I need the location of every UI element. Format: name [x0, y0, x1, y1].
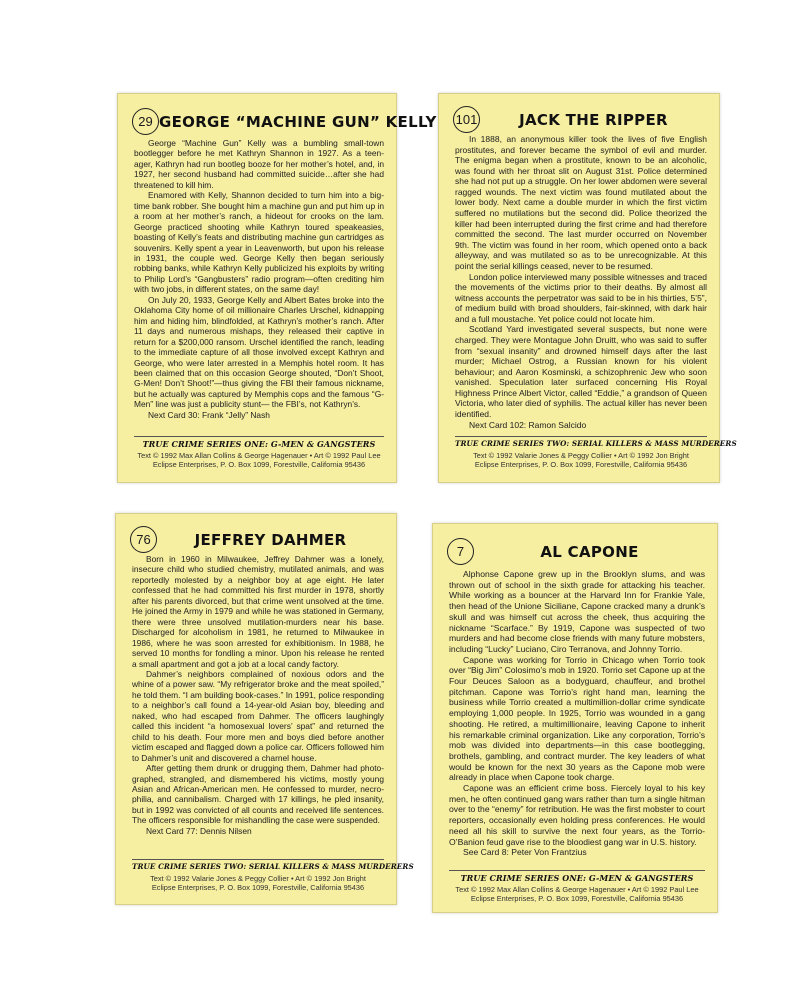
paragraph: In 1888, an anonymous killer took the lives of five English prostitutes, and forever became the symbol of evil and murder. The enigma began when a prostitute, known to be an alcoholic, was found with her throat slit on August 31st. Police determined she had not put up a struggle. On her lower abdomen were several ragged wounds. The next victim was found mutilated about the lower body. Next came a double murder in which the first victim suffered no mutilations but the second did. Police theorized the killer had been interrupted during the first crime and had therefore committed the second. The last murder occurred on November 9th. The victim was found in her room, which opened onto a back alleyway, and was mutilated so as to be unrecognizable. At this point the serial killings ceased, never to be resumed.	[455, 134, 707, 271]
divider-line	[455, 436, 707, 437]
card-number-badge: 29	[132, 108, 159, 135]
card-title: GEORGE “MACHINE GUN” KELLY	[159, 112, 437, 131]
next-card-line: Next Card 30: Frank “Jelly” Nash	[148, 409, 270, 420]
trading-card-capone	[432, 523, 718, 913]
credit-line: Eclipse Enterprises, P. O. Box 1099, Forestville, California 95436	[474, 460, 688, 469]
divider-line	[449, 870, 705, 871]
credit-line: Text © 1992 Valarie Jones & Peggy Collier • Art © 1992 Jon Bright	[150, 874, 366, 883]
next-card-line: Next Card 102: Ramon Salcido	[469, 419, 587, 430]
paragraph: Enamored with Kelly, Shannon decided to turn him into a big-time bank robber. She bought him a machine gun and put him up in a room at her mother’s ranch, a hideout for crooks on the lam. George practiced shooting while Kathryn toured speakeasies, boasting of Kelly’s feats and distributing machine gun cartridges as souvenirs. Kelly spent a year in Leavenworth, but upon his release in 1931, the couple wed. George Kelly then began seriously robbing banks, while Kathryn Kelly publicized his exploits by writing to Philip Lord’s “Gangbusters” radio program—often crediting him with two jobs, in different states, on the same day!	[134, 190, 384, 295]
card-number-badge: 101	[453, 106, 480, 133]
credit-text	[455, 451, 707, 469]
card-title: JEFFREY DAHMER	[194, 530, 347, 549]
divider-line	[132, 859, 384, 860]
paragraph: London police interviewed many possible witnesses and traced the movements of the victims prior to their deaths. By almost all witness accounts the perpetrator was said to be in his thirties, 5’5”, of medium build with broad shoulders, fair-skinned, with dark hair and a full moustache. Yet police could not locate him.	[455, 271, 707, 324]
divider-line	[134, 436, 384, 437]
card-title: AL CAPONE	[540, 542, 639, 561]
credit-text	[132, 874, 384, 892]
credit-line: Text © 1992 Max Allan Collins & George Hagenauer • Art © 1992 Paul Lee	[455, 885, 699, 894]
paragraph: Dahmer’s neighbors complained of noxious odors and the whine of a power saw. “My refrigerator broke and the meat spoiled,” he told them. “I am building book-cases.” In 1991, police responding to a neighbor’s call found a 14-year-old Asian boy, bleeding and naked, who had escaped from Dahmer. The officers laughingly called this incident “a homosexual lovers’ spat” and returned the child to his death. Four more men and boys died before another victim escaped and flagged down a police car. Officers followed him to Dahmer’s unit and discovered a charnel house.	[132, 668, 384, 763]
series-title: TRUE CRIME SERIES TWO: SERIAL KILLERS & MASS MURDERERS	[455, 439, 737, 448]
paragraph: Capone was working for Torrio in Chicago when Torrio took over “Big Jim” Colosimo’s mob in 1920. Torrio set Capone up at the Four Deuces Saloon as a bodyguard, chauffeur, and brothel pitchman. Capone was Torrio’s right hand man, learning the business while Torrio created a multimillion-dollar crime syndicate employing 1,000 people. In 1925, Torrio was wounded in a gang shooting. He retired, a multimillionaire, leaving Capone to inherit his remarkable criminal organization. Like any corporation, Torrio’s mob was divided into departments—in this case bootlegging, brothels, gambling, and contract murder. The key leaders of what would be known for the next 30 years as the Capone mob were already in place when Capone took charge.	[449, 654, 705, 783]
card-body-text	[455, 134, 707, 430]
card-number-badge: 7	[447, 538, 474, 565]
credit-text	[449, 885, 705, 903]
card-body-text	[134, 138, 384, 420]
next-card-line: Next Card 77: Dennis Nilsen	[146, 825, 252, 836]
series-title: TRUE CRIME SERIES ONE: G-MEN & GANGSTERS	[142, 439, 376, 449]
card-header	[447, 538, 705, 565]
trading-card-ripper	[438, 93, 737, 483]
credit-line: Text © 1992 Max Allan Collins & George Hagenauer • Art © 1992 Paul Lee	[137, 451, 381, 460]
paragraph: On July 20, 1933, George Kelly and Albert Bates broke into the Oklahoma City home of oil millionaire Charles Urschel, kidnapping him and hiding him, blindfolded, at Kathryn’s mother’s ranch. After 11 days and numerous mishaps, they released their captive in return for a $200,000 ransom. Urschel identified the ranch, leading to the immediate capture of all those involved except Kathryn and George, who were later arrested in a Memphis hotel room. It has been claimed that on this occasion George shouted, “Don’t Shoot, G-Men! Don’t Shoot!”—thus giving the FBI their famous nickname, but he actually was captured by Memphis cops and the famous “G-Men” line was just a publicity stunt— the FBI’s, not Kathryn’s.	[134, 294, 384, 410]
credit-line: Eclipse Enterprises, P. O. Box 1099, Forestville, California 95436	[151, 883, 365, 892]
card-body-text	[449, 569, 705, 858]
credit-line: Eclipse Enterprises, P. O. Box 1099, Forestville, California 95436	[152, 460, 366, 469]
paragraph: Alphonse Capone grew up in the Brooklyn slums, and was thrown out of school in the sixth grade for attacking his teacher. While working as a bouncer at the Harvard Inn for Frankie Yale, then head of the Unione Siciliane, Capone cracked many a drunk’s skull and was himself cut across the cheek, thus acquiring the nickname “Scarface.” By 1919, Capone was suspected of two murders and had become close friends with many future mobsters, including “Lucky” Luciano, Ciro Terranova, and Johnny Torrio.	[449, 569, 705, 654]
card-number-badge: 76	[130, 526, 157, 553]
credit-line: Eclipse Enterprises, P. O. Box 1099, Forestville, California 95436	[470, 894, 684, 903]
credit-text	[134, 451, 384, 469]
card-header	[453, 106, 707, 133]
series-title: TRUE CRIME SERIES TWO: SERIAL KILLERS & MASS MURDERERS	[132, 862, 414, 871]
credit-line: Text © 1992 Valarie Jones & Peggy Collier • Art © 1992 Jon Bright	[473, 451, 689, 460]
series-title: TRUE CRIME SERIES ONE: G-MEN & GANGSTERS	[460, 873, 694, 883]
paragraph: Capone was an efficient crime boss. Fiercely loyal to his key men, he often continued gang wars rather than turn a single hitman over to the “enemy” for retribution. He was the first mobster to court reporters, occasionally even holding press conferences. He would need all his skill to survive the next four years, as the Torrio-O’Banion feud gave rise to the bloodiest gang war in U.S. history.	[449, 783, 706, 847]
trading-card-kelly	[117, 93, 437, 483]
card-header	[130, 526, 384, 553]
paragraph: George “Machine Gun” Kelly was a bumbling small-town bootlegger before he met Kathryn Shannon in 1927. As a teen-ager, Kathryn had run bootleg booze for her mother’s hotel, and, in 1927, her second husband had committed suicide…after she had threatened to kill him.	[134, 138, 384, 190]
card-title: JACK THE RIPPER	[519, 110, 668, 129]
trading-card-dahmer	[115, 513, 414, 905]
paragraph: After getting them drunk or drugging them, Dahmer had photo-graphed, strangled, and dismembered his victims, mostly young Asian and African-American men. He confessed to murder, necro-philia, and cannibalism. Charged with 17 killings, he pled insanity, but in 1992 was convicted of all counts and received life sentences. The officers responsible for mishandling the case were suspended.	[132, 763, 384, 826]
next-card-line: See Card 8: Peter Von Frantzius	[463, 847, 587, 858]
card-body-text	[132, 554, 384, 836]
paragraph: Scotland Yard investigated several suspects, but none were charged. They were Montague John Druitt, who was said to suffer from “sexual insanity” and drowned himself days after the last murder; Michael Ostrog, a Russian known for his violent behaviour; and Aaron Kosminski, a schizophrenic Jew who soon vanished. Speculation later surfaced concerning His Royal Highness Prince Albert Victor, called “Eddie,” a grandson of Queen Victoria, who later died of syphilis. The actual killer has never been identified.	[455, 324, 707, 420]
paragraph: Born in 1960 in Milwaukee, Jeffrey Dahmer was a lonely, insecure child who studied chemistry, mutilated animals, and was reportedly molested by a neighbor boy at age eight. He later confessed that he had committed his first murder in 1978, shortly after his parents divorced, but that crime went unsolved at the time. He joined the Army in 1979 and while he was stationed in Germany, there were three unsolved mutilation-murders near his base. Discharged for alcoholism in 1981, he returned to Milwaukee in 1986, where he was soon arrested for exhibitionism. In 1988, he served 10 months for fondling a minor. Upon his release he rented a small apartment and got a job at a local candy factory.	[132, 554, 384, 669]
card-header	[132, 108, 437, 135]
